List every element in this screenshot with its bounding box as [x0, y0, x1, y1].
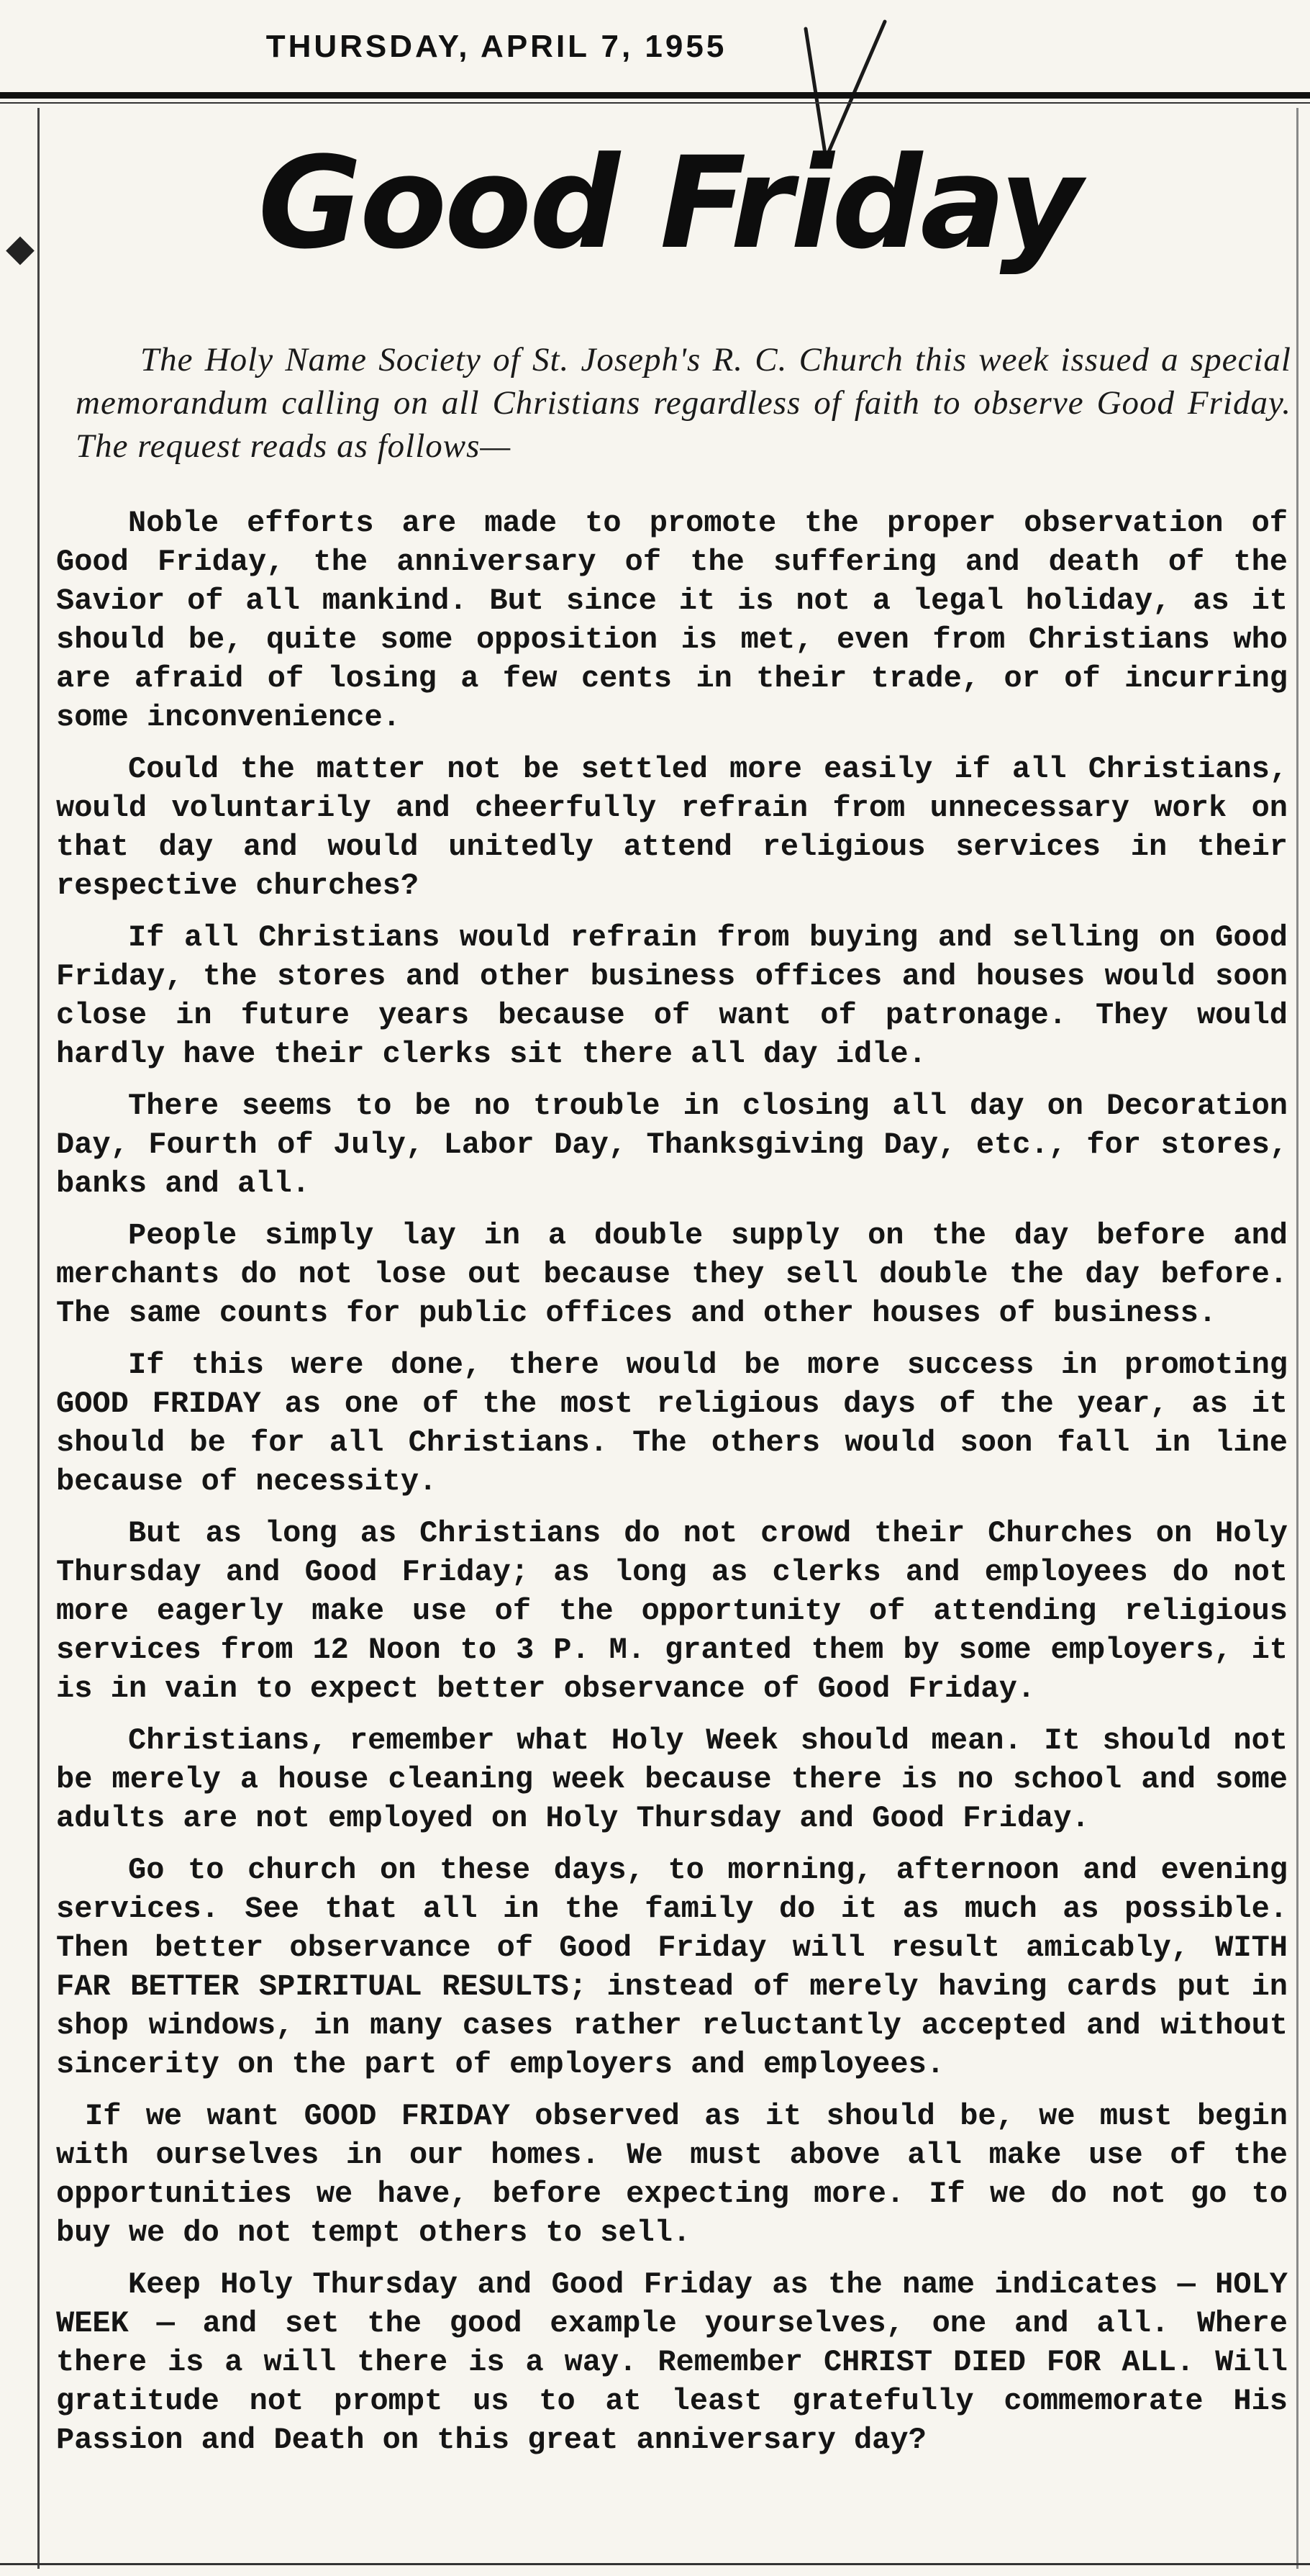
margin-mark: ◆ [6, 227, 35, 270]
left-column-rule [37, 108, 40, 2569]
top-rule-thin [0, 102, 1310, 104]
dateline: THURSDAY, APRIL 7, 1955 [265, 29, 727, 64]
bottom-rule [0, 2563, 1310, 2565]
article-paragraph: If this were done, there would be more success in promoting GOOD FRIDAY as one of the most religious days of the year, as it should be for all Christians. The others would soon fall in line because of necessity. [56, 1348, 1288, 1499]
top-rule-thick [0, 92, 1310, 99]
article-paragraph: People simply lay in a double supply on the day before and merchants do not lose out because they sell double the day before. The same counts for public offices and other houses of business. [56, 1218, 1288, 1330]
article-paragraph: Could the matter not be settled more easily if all Christians, would voluntarily and cheerfully refrain from unnecessary work on that day and would unitedly attend religious services in their respective churches? [56, 752, 1288, 903]
article-paragraph: But as long as Christians do not crowd their Churches on Holy Thursday and Good Friday; as long as clerks and employees do not more eagerly make use of the opportunity of attending religious services from 12 Noon to 3 P. M. granted them by some employers, it is in vain to expect better observance of Good Friday. [56, 1516, 1288, 1706]
article-paragraph: Go to church on these days, to morning, afternoon and evening services. See that all in the family do it as much as possible. Then better observance of Good Friday will result amicably, WITH FAR BETTER SPIRITUAL RESULTS; instead of merely having cards put in shop windows, in many cases rather reluctantly accepted and without sincerity on the part of employers and employees. [56, 1853, 1288, 2082]
article-paragraph: Keep Holy Thursday and Good Friday as the name indicates — HOLY WEEK — and set the good example yourselves, one and all. Where there is a will there is a way. Remember CHRIST DIED FOR ALL. Will gratitude not prompt us to at least gratefully commemorate His Passion and Death on this great anniversary day? [56, 2267, 1288, 2457]
article-body [56, 504, 1288, 2472]
right-column-rule [1296, 108, 1298, 2569]
article-paragraph: Noble efforts are made to promote the proper observation of Good Friday, the anniversary of the suffering and death of the Savior of all mankind. But since it is not a legal holiday, as it should be, quite some opposition is met, even from Christians who are afraid of losing a few cents in their trade, or of incurring some inconvenience. [56, 506, 1288, 735]
intro-paragraph: The Holy Name Society of St. Joseph's R. C. Church this week issued a special memorandum calling on all Christians regardless of faith to observe Good Friday. The request reads as follows— [76, 341, 1291, 465]
headline: Good Friday [258, 130, 1081, 277]
article-paragraph: Christians, remember what Holy Week should mean. It should not be merely a house cleaning week because there is no school and some adults are not employed on Holy Thursday and Good Friday. [56, 1723, 1288, 1836]
article-paragraph: If we want GOOD FRIDAY observed as it should be, we must begin with ourselves in our homes. We must above all make use of the opportunities we have, before expecting more. If we do not go to buy we do not tempt others to sell. [56, 2099, 1288, 2250]
article-paragraph: If all Christians would refrain from buying and selling on Good Friday, the stores and other business offices and houses would soon close in future years because of want of patronage. They would hardly have their clerks sit there all day idle. [56, 920, 1288, 1071]
article-paragraph: There seems to be no trouble in closing all day on Decoration Day, Fourth of July, Labor Day, Thanksgiving Day, etc., for stores, banks and all. [56, 1089, 1288, 1201]
